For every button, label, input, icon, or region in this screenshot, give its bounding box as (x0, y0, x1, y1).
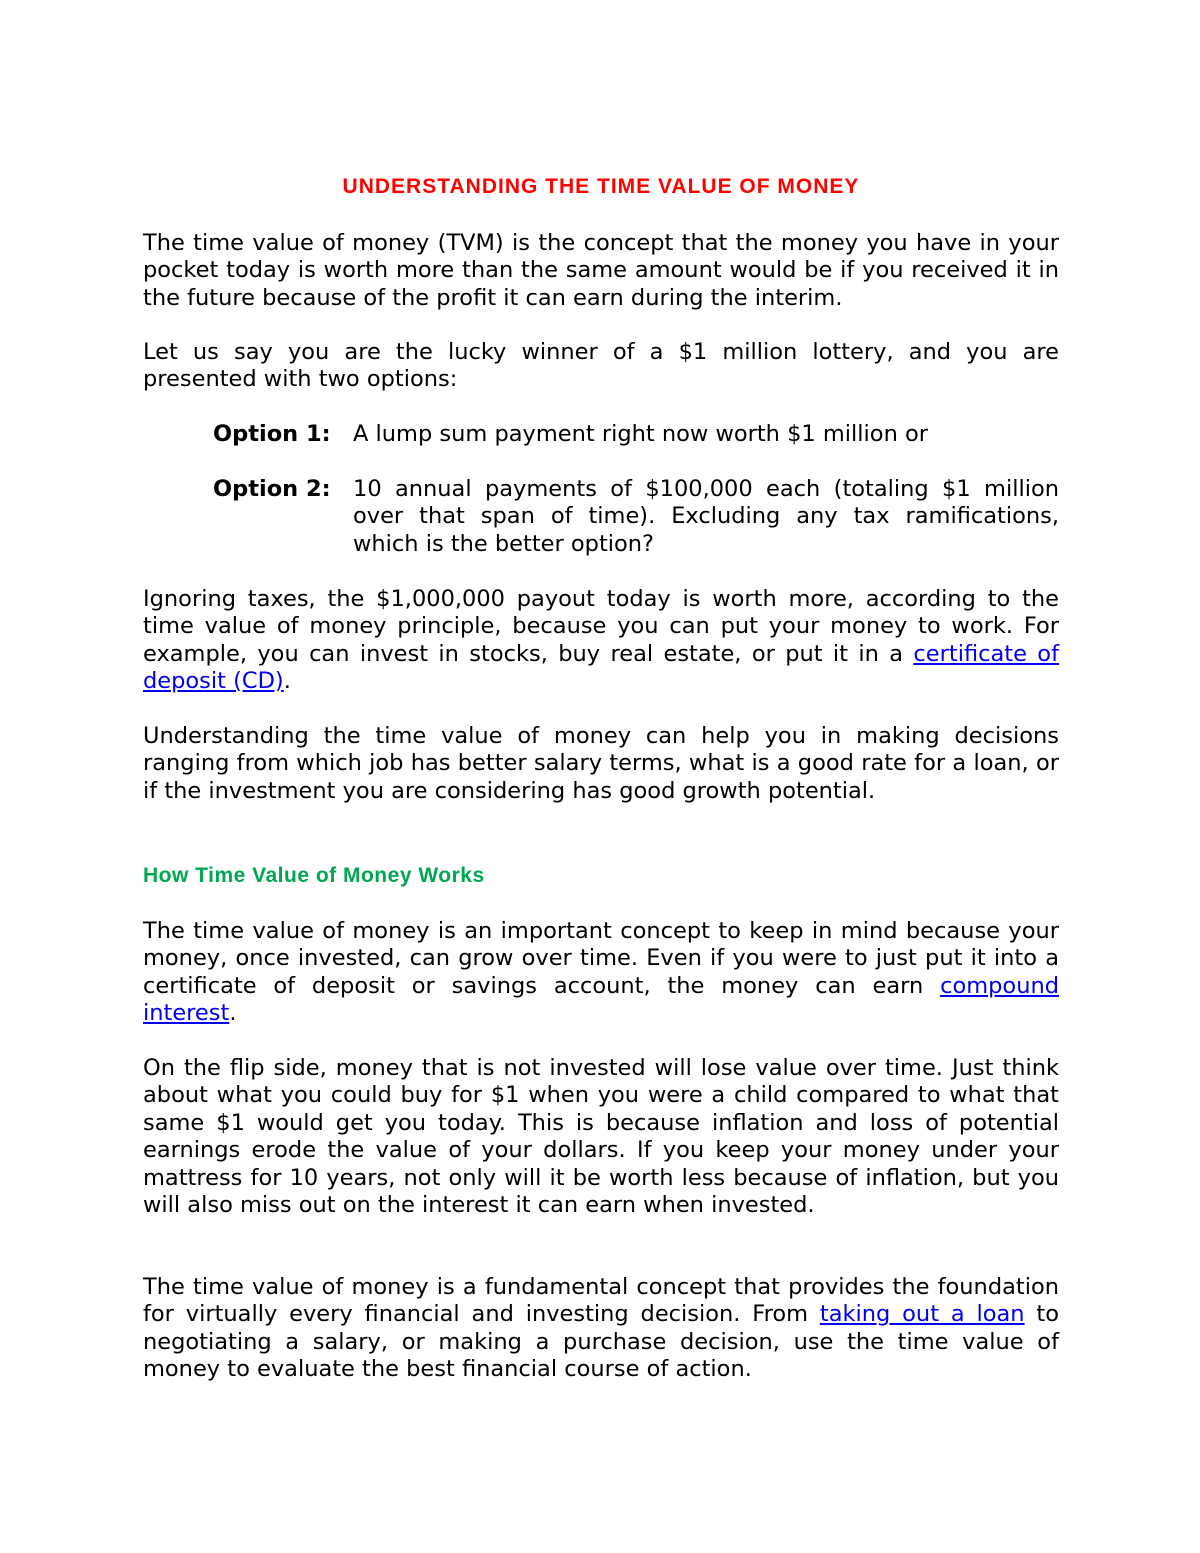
paragraph-intro: The time value of money (TVM) is the concept that the money you have in your pocket today is worth more than the same amount would be if you received it in the future because of the profit it can earn during the interim. (143, 230, 1059, 311)
section-heading: How Time Value of Money Works (143, 864, 485, 887)
page-title: UNDERSTANDING THE TIME VALUE OF MONEY (342, 175, 860, 198)
paragraph-fundamental (143, 1274, 1059, 1384)
paragraph-ignoring-taxes (143, 586, 1059, 696)
compound-interest-link[interactable]: compound interest (143, 972, 1059, 1027)
paragraph-understanding: Understanding the time value of money can help you in making decisions ranging from which job has better salary terms, what is a good rate for a loan, or if the investment you are considering has good growth potential. (143, 723, 1059, 804)
option-1-text: A lump sum payment right now worth $1 million or (353, 421, 928, 447)
option-2-text: 10 annual payments of $100,000 each (totaling $1 million over that span of time). Excluding any tax ramifications, which is the better option? (353, 476, 1059, 557)
p5-end: . (229, 1000, 237, 1027)
option-1 (213, 421, 1059, 448)
p7-end: to negotiating a salary, or making a purchase decision, use the time value of money to evaluate the best financial course of action. (143, 1301, 1059, 1383)
p7-text: The time value of money is a fundamental concept that provides the foundation for virtually every financial and investing decision. From (143, 1274, 1059, 1328)
p5-text: The time value of money is an important concept to keep in mind because your money, once invested, can grow over time. Even if you were to just put it into a certificate of deposit or savings account, the money can earn (143, 918, 1059, 999)
p3-end: . (283, 668, 291, 695)
p3-text: Ignoring taxes, the $1,000,000 payout today is worth more, according to the time value of money principle, because you can put your money to work. For example, you can invest in stocks, buy real estate, or put it in a (143, 586, 1059, 667)
option-1-label: Option 1: (213, 421, 331, 447)
paragraph-flip-side: On the flip side, money that is not invested will lose value over time. Just think about what you could buy for $1 when you were a child compared to what that same $1 would get you today. This is because inflation and loss of potential earnings erode the value of your dollars. If you keep your money under your mattress for 10 years, not only will it be worth less because of inflation, but you will also miss out on the interest it can earn when invested. (143, 1055, 1059, 1219)
option-2-label: Option 2: (213, 476, 331, 502)
taking-out-a-loan-link[interactable]: taking out a loan (819, 1301, 1025, 1328)
paragraph-how-it-works (143, 918, 1059, 1028)
paragraph-lottery: Let us say you are the lucky winner of a $1 million lottery, and you are presented with two options: (143, 339, 1059, 393)
certificate-of-deposit-link[interactable]: certificate of deposit (CD) (143, 640, 1059, 695)
option-2 (213, 476, 1059, 558)
